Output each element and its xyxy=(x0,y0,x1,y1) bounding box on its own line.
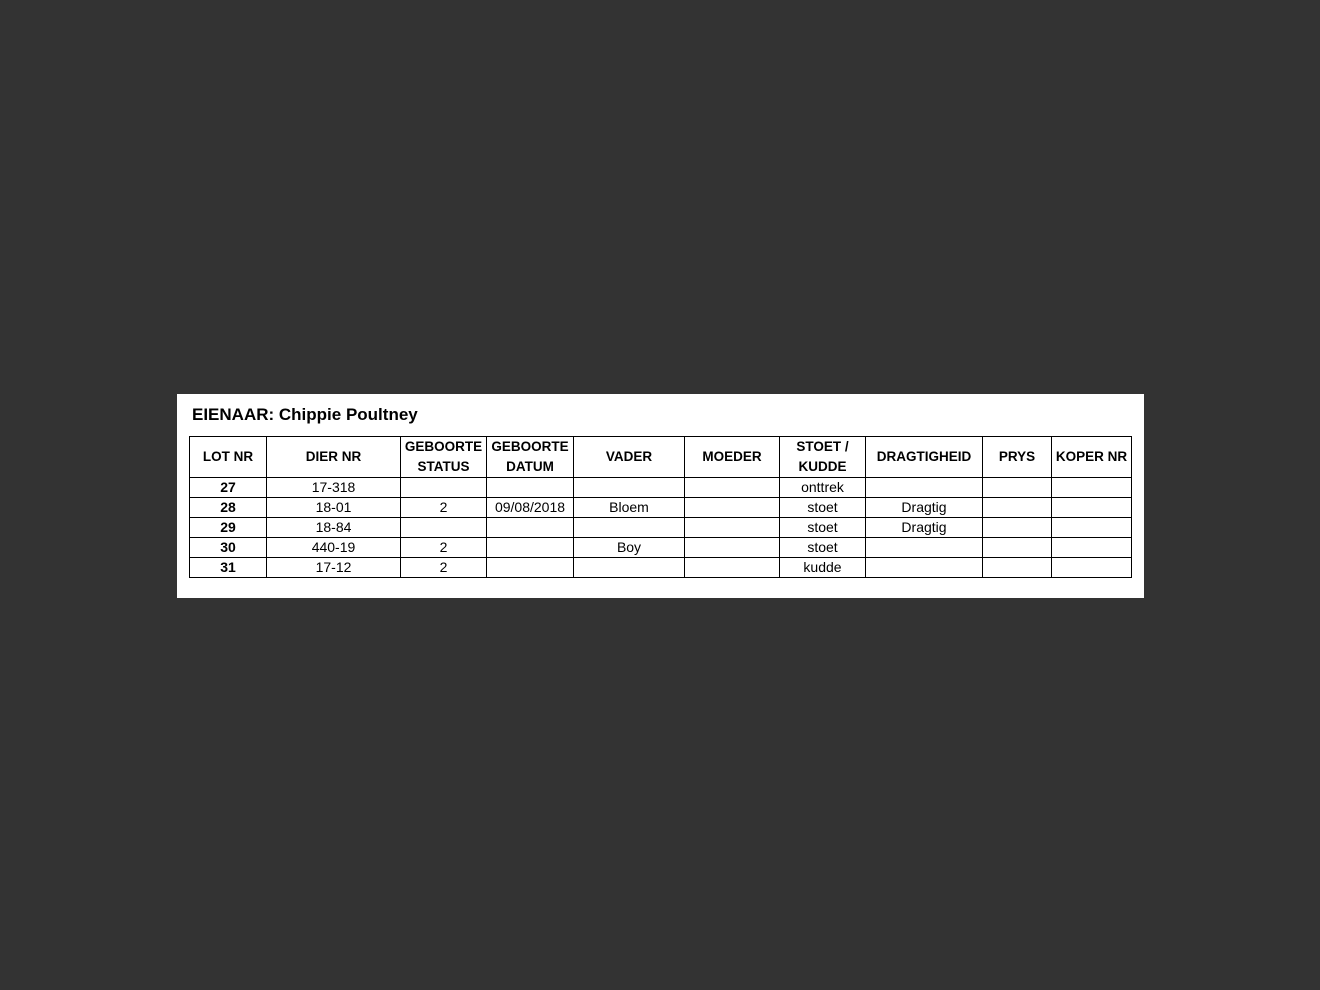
dragtigheid-cell: Dragtig xyxy=(866,498,983,518)
table-row xyxy=(190,538,1132,558)
header-dragtigheid: DRAGTIGHEID xyxy=(866,437,983,478)
table-row xyxy=(190,498,1132,518)
header-moeder: MOEDER xyxy=(685,437,780,478)
stoet-kudde-cell: onttrek xyxy=(780,478,866,498)
prys-cell xyxy=(983,558,1052,578)
koper-nr-cell xyxy=(1052,538,1132,558)
table-row xyxy=(190,518,1132,538)
stoet-kudde-cell: kudde xyxy=(780,558,866,578)
owner-title: EIENAAR: Chippie Poultney xyxy=(192,405,418,424)
koper-nr-cell xyxy=(1052,478,1132,498)
moeder-cell xyxy=(685,558,780,578)
geboorte-datum-cell xyxy=(487,538,574,558)
geboorte-status-cell: 2 xyxy=(401,558,487,578)
lot-nr-cell: 27 xyxy=(190,478,267,498)
header-lot-nr: LOT NR xyxy=(190,437,267,478)
dragtigheid-cell xyxy=(866,478,983,498)
koper-nr-cell xyxy=(1052,518,1132,538)
geboorte-status-cell: 2 xyxy=(401,538,487,558)
vader-cell xyxy=(574,478,685,498)
lot-nr-cell: 29 xyxy=(190,518,267,538)
moeder-cell xyxy=(685,498,780,518)
geboorte-status-cell: 2 xyxy=(401,498,487,518)
vader-cell xyxy=(574,558,685,578)
dier-nr-cell: 18-84 xyxy=(267,518,401,538)
table-row xyxy=(190,558,1132,578)
geboorte-status-cell xyxy=(401,518,487,538)
header-geboorte-status: GEBOORTE STATUS xyxy=(401,437,487,478)
lot-nr-cell: 30 xyxy=(190,538,267,558)
geboorte-datum-cell xyxy=(487,558,574,578)
dier-nr-cell: 18-01 xyxy=(267,498,401,518)
header-stoet-kudde: STOET / KUDDE xyxy=(780,437,866,478)
koper-nr-cell xyxy=(1052,498,1132,518)
dragtigheid-cell xyxy=(866,538,983,558)
moeder-cell xyxy=(685,478,780,498)
geboorte-datum-cell xyxy=(487,518,574,538)
lot-table xyxy=(189,436,1132,578)
moeder-cell xyxy=(685,538,780,558)
dier-nr-cell: 440-19 xyxy=(267,538,401,558)
prys-cell xyxy=(983,538,1052,558)
stoet-kudde-cell: stoet xyxy=(780,518,866,538)
header-koper-nr: KOPER NR xyxy=(1052,437,1132,478)
lot-nr-cell: 31 xyxy=(190,558,267,578)
dier-nr-cell: 17-12 xyxy=(267,558,401,578)
dier-nr-cell: 17-318 xyxy=(267,478,401,498)
document-page xyxy=(177,394,1144,598)
dragtigheid-cell: Dragtig xyxy=(866,518,983,538)
koper-nr-cell xyxy=(1052,558,1132,578)
table-header-row xyxy=(190,437,1132,478)
vader-cell: Bloem xyxy=(574,498,685,518)
prys-cell xyxy=(983,478,1052,498)
vader-cell xyxy=(574,518,685,538)
dragtigheid-cell xyxy=(866,558,983,578)
geboorte-datum-cell xyxy=(487,478,574,498)
stoet-kudde-cell: stoet xyxy=(780,538,866,558)
moeder-cell xyxy=(685,518,780,538)
geboorte-datum-cell: 09/08/2018 xyxy=(487,498,574,518)
vader-cell: Boy xyxy=(574,538,685,558)
lot-nr-cell: 28 xyxy=(190,498,267,518)
prys-cell xyxy=(983,498,1052,518)
header-geboorte-datum: GEBOORTE DATUM xyxy=(487,437,574,478)
header-vader: VADER xyxy=(574,437,685,478)
geboorte-status-cell xyxy=(401,478,487,498)
stoet-kudde-cell: stoet xyxy=(780,498,866,518)
prys-cell xyxy=(983,518,1052,538)
header-prys: PRYS xyxy=(983,437,1052,478)
header-dier-nr: DIER NR xyxy=(267,437,401,478)
table-row xyxy=(190,478,1132,498)
